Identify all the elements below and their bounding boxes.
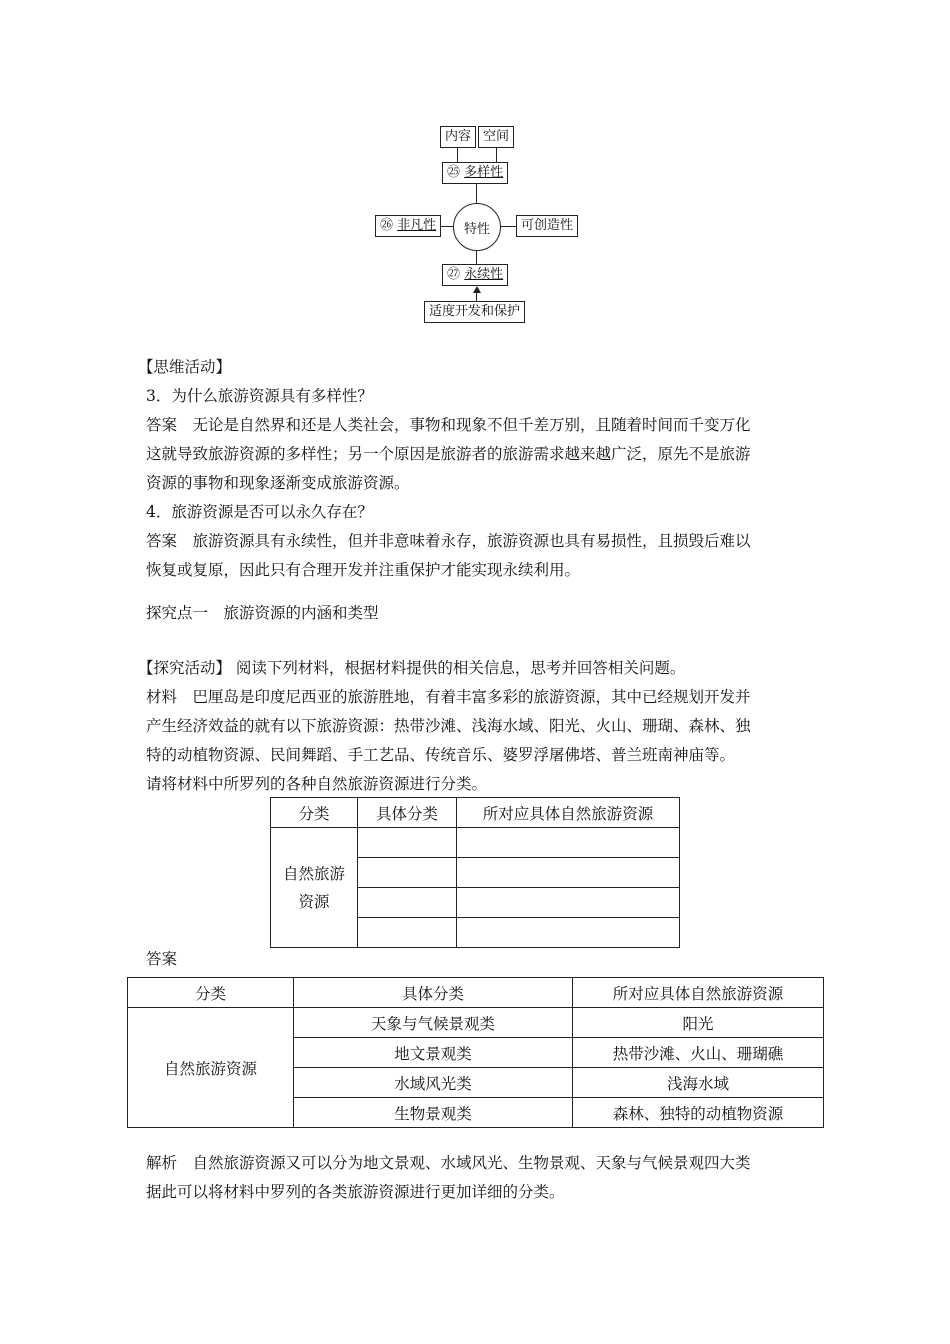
diversity-box: ㉕ 多样性 xyxy=(442,162,508,184)
subcategory-cell: 生物景观类 xyxy=(294,1098,573,1128)
blank-cell xyxy=(457,888,680,918)
table-header: 所对应具体自然旅游资源 xyxy=(573,978,824,1008)
material-line: 产生经济效益的就有以下旅游资源：热带沙滩、浅海水域、阳光、火山、珊瑚、森林、独 xyxy=(146,717,751,735)
sustainability-box: ㉗ 永续性 xyxy=(442,264,508,286)
characteristics-diagram xyxy=(360,118,590,328)
task-text: 请将材料中所罗列的各种自然旅游资源进行分类。 xyxy=(146,775,488,793)
blank-cell xyxy=(358,828,457,858)
blank-cell xyxy=(457,858,680,888)
section-heading: 【思维活动】 xyxy=(138,358,232,376)
extraordinary-box: ㉖ 非凡性 xyxy=(375,215,441,237)
analysis-line: 解析 自然旅游资源又可以分为地文景观、水域风光、生物景观、天象与气候景观四大类 xyxy=(146,1154,751,1172)
connector-line xyxy=(496,147,497,162)
resource-cell: 热带沙滩、火山、珊瑚礁 xyxy=(573,1038,824,1068)
characteristics-node: 特性 xyxy=(453,203,501,251)
activity-instruction: 【探究活动】 阅读下列材料，根据材料提供的相关信息，思考并回答相关问题。 xyxy=(138,659,686,677)
analysis-block xyxy=(146,1149,811,1207)
blank-cell xyxy=(457,828,680,858)
inquiry-activity xyxy=(138,654,811,799)
blank-cell xyxy=(358,858,457,888)
table-header: 所对应具体自然旅游资源 xyxy=(457,798,680,828)
resource-cell: 浅海水域 xyxy=(573,1068,824,1098)
creatable-box: 可创造性 xyxy=(516,215,578,237)
category-cell: 自然旅游 资源 xyxy=(271,828,358,948)
table-header: 具体分类 xyxy=(294,978,573,1008)
arrow-up-icon xyxy=(473,286,481,293)
resource-cell: 森林、独特的动植物资源 xyxy=(573,1098,824,1128)
answer-3-line: 资源的事物和现象逐渐变成旅游资源。 xyxy=(146,474,410,492)
space-box: 空间 xyxy=(478,126,514,148)
answer-label: 答案 xyxy=(146,950,178,968)
material-line: 特的动植物资源、民间舞蹈、手工艺品、传统音乐、婆罗浮屠佛塔、普兰班南神庙等。 xyxy=(146,746,736,764)
category-cell: 自然旅游资源 xyxy=(128,1008,294,1128)
table-header: 分类 xyxy=(128,978,294,1008)
section-heading: 探究点一 旅游资源的内涵和类型 xyxy=(146,604,379,622)
blank-classification-table xyxy=(270,797,680,948)
answer-4-line: 恢复或复原，因此只有合理开发并注重保护才能实现永续利用。 xyxy=(146,561,581,579)
inquiry-heading-block xyxy=(146,599,811,628)
question-3: 3．为什么旅游资源具有多样性？ xyxy=(146,387,373,405)
table-header: 分类 xyxy=(271,798,358,828)
subcategory-cell: 地文景观类 xyxy=(294,1038,573,1068)
blank-cell xyxy=(358,918,457,948)
material-line: 材料 巴厘岛是印度尼西亚的旅游胜地，有着丰富多彩的旅游资源，其中已经规划开发并 xyxy=(146,688,751,706)
question-4: 4．旅游资源是否可以永久存在？ xyxy=(146,503,373,521)
connector-line xyxy=(440,226,454,227)
content-box: 内容 xyxy=(440,126,476,148)
answer-classification-table xyxy=(127,977,824,1128)
connector-line xyxy=(500,226,516,227)
analysis-line: 据此可以将材料中罗列的各类旅游资源进行更加详细的分类。 xyxy=(146,1183,565,1201)
blank-cell xyxy=(358,888,457,918)
protection-box: 适度开发和保护 xyxy=(424,301,525,323)
answer-3-line: 答案 无论是自然界和还是人类社会，事物和现象不但千差万别，且随着时间而千变万化 xyxy=(146,416,751,434)
answer-3-line: 这就导致旅游资源的多样性；另一个原因是旅游者的旅游需求越来越广泛，原先不是旅游 xyxy=(146,445,751,463)
blank-cell xyxy=(457,918,680,948)
subcategory-cell: 水域风光类 xyxy=(294,1068,573,1098)
resource-cell: 阳光 xyxy=(573,1008,824,1038)
connector-line xyxy=(457,147,458,162)
table-header: 具体分类 xyxy=(358,798,457,828)
connector-line xyxy=(476,292,477,301)
subcategory-cell: 天象与气候景观类 xyxy=(294,1008,573,1038)
connector-line xyxy=(476,250,477,264)
thinking-activity xyxy=(138,353,811,585)
answer-4-line: 答案 旅游资源具有永续性，但并非意味着永存，旅游资源也具有易损性，且损毁后难以 xyxy=(146,532,751,550)
connector-line xyxy=(476,184,477,204)
